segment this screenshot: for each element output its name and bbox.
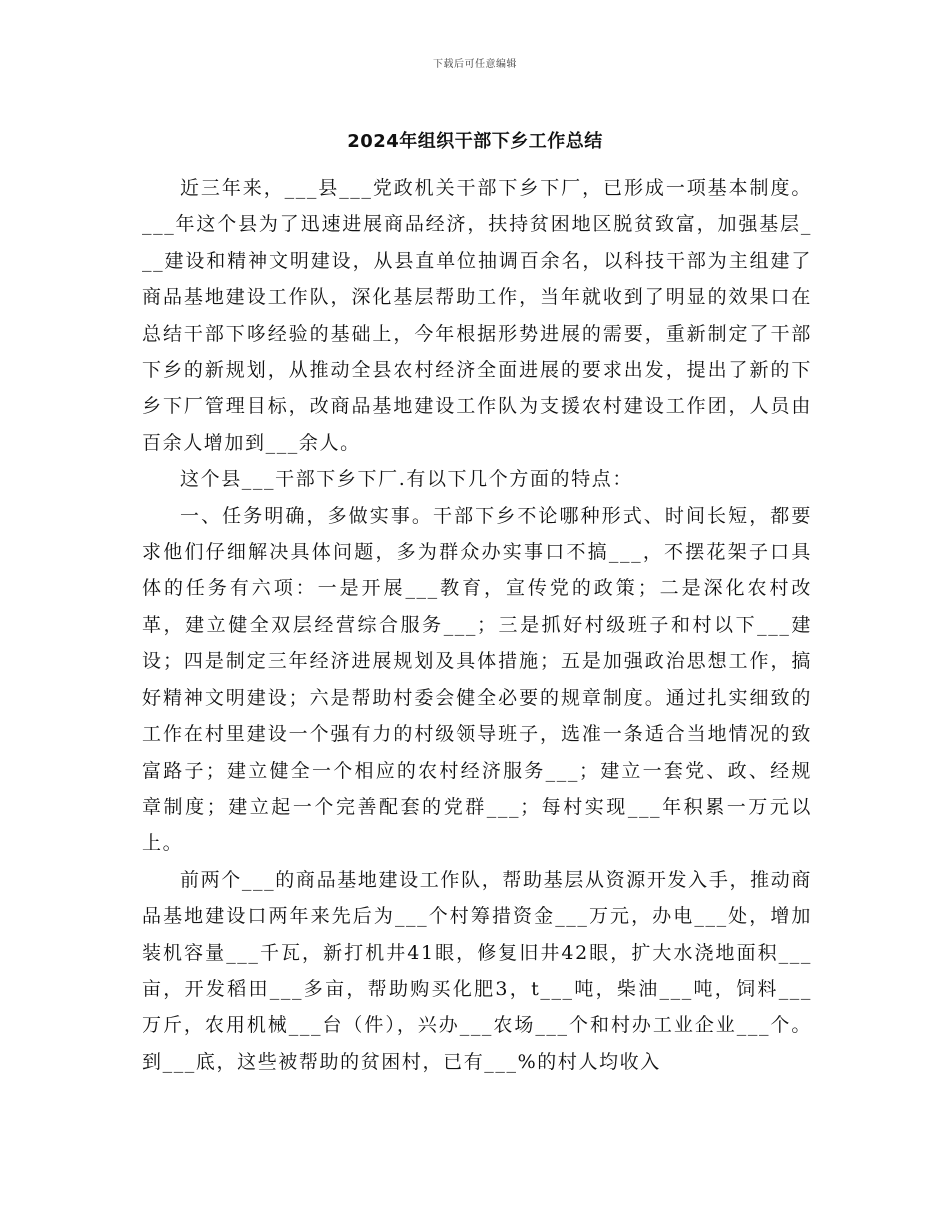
document-body bbox=[142, 170, 812, 1080]
paragraph: 近三年来，___县___党政机关干部下乡下厂，已形成一项基本制度。___年这个县为了迅速进展商品经济，扶持贫困地区脱贫致富，加强基层___建设和精神文明建设，从县直单位抽调百余名，以科技干部为主组建了商品基地建设工作队，深化基层帮助工作，当年就收到了明显的效果口在总结干部下哆经验的基础上，今年根据形势进展的需要，重新制定了干部下乡的新规划，从推动全县农村经济全面进展的要求出发，提出了新的下乡下厂管理目标，改商品基地建设工作队为支援农村建设工作团，人员由百余人增加到___余人。 bbox=[142, 177, 812, 454]
paragraph: 这个县___干部下乡下厂.有以下几个方面的特点： bbox=[180, 468, 633, 491]
document-title: 2024年组织干部下乡工作总结 bbox=[347, 131, 603, 152]
page-header-note: 下载后可任意编辑 bbox=[433, 59, 517, 70]
paragraph: 一、任务明确，多做实事。干部下乡不论哪种形式、时间长短，都要求他们仔细解决具体问题，多为群众办实事口不搞___，不摆花架子口具体的任务有六项：一是开展___教育，宣传党的政策；二是深化农村改革，建立健全双层经营综合服务___；三是抓好村级班子和村以下___建设；四是制定三年经济进展规划及具体措施；五是加强政治思想工作，搞好精神文明建设；六是帮助村委会健全必要的规章制度。通过扎实细致的工作在村里建设一个强有力的村级领导班子，选准一条适合当地情况的致富路子；建立健全一个相应的农村经济服务___；建立一套党、政、经规章制度；建立起一个完善配套的党群___；每村实现___年积累一万元以上。 bbox=[142, 504, 812, 855]
paragraph: 前两个___的商品基地建设工作队，帮助基层从资源开发入手，推动商品基地建设口两年来先后为___个村筹措资金___万元，办电___处，增加装机容量___千瓦，新打机井41眼，修复旧井42眼，扩大水浇地面积___亩，开发稻田___多亩，帮助购买化肥3，t___吨，柴油___吨，饲料___万斤，农用机械___台（件），兴办___农场___个和村办工业企业___个。到___底，这些被帮助的贫困村，已有___%的村人均收入 bbox=[142, 868, 812, 1073]
